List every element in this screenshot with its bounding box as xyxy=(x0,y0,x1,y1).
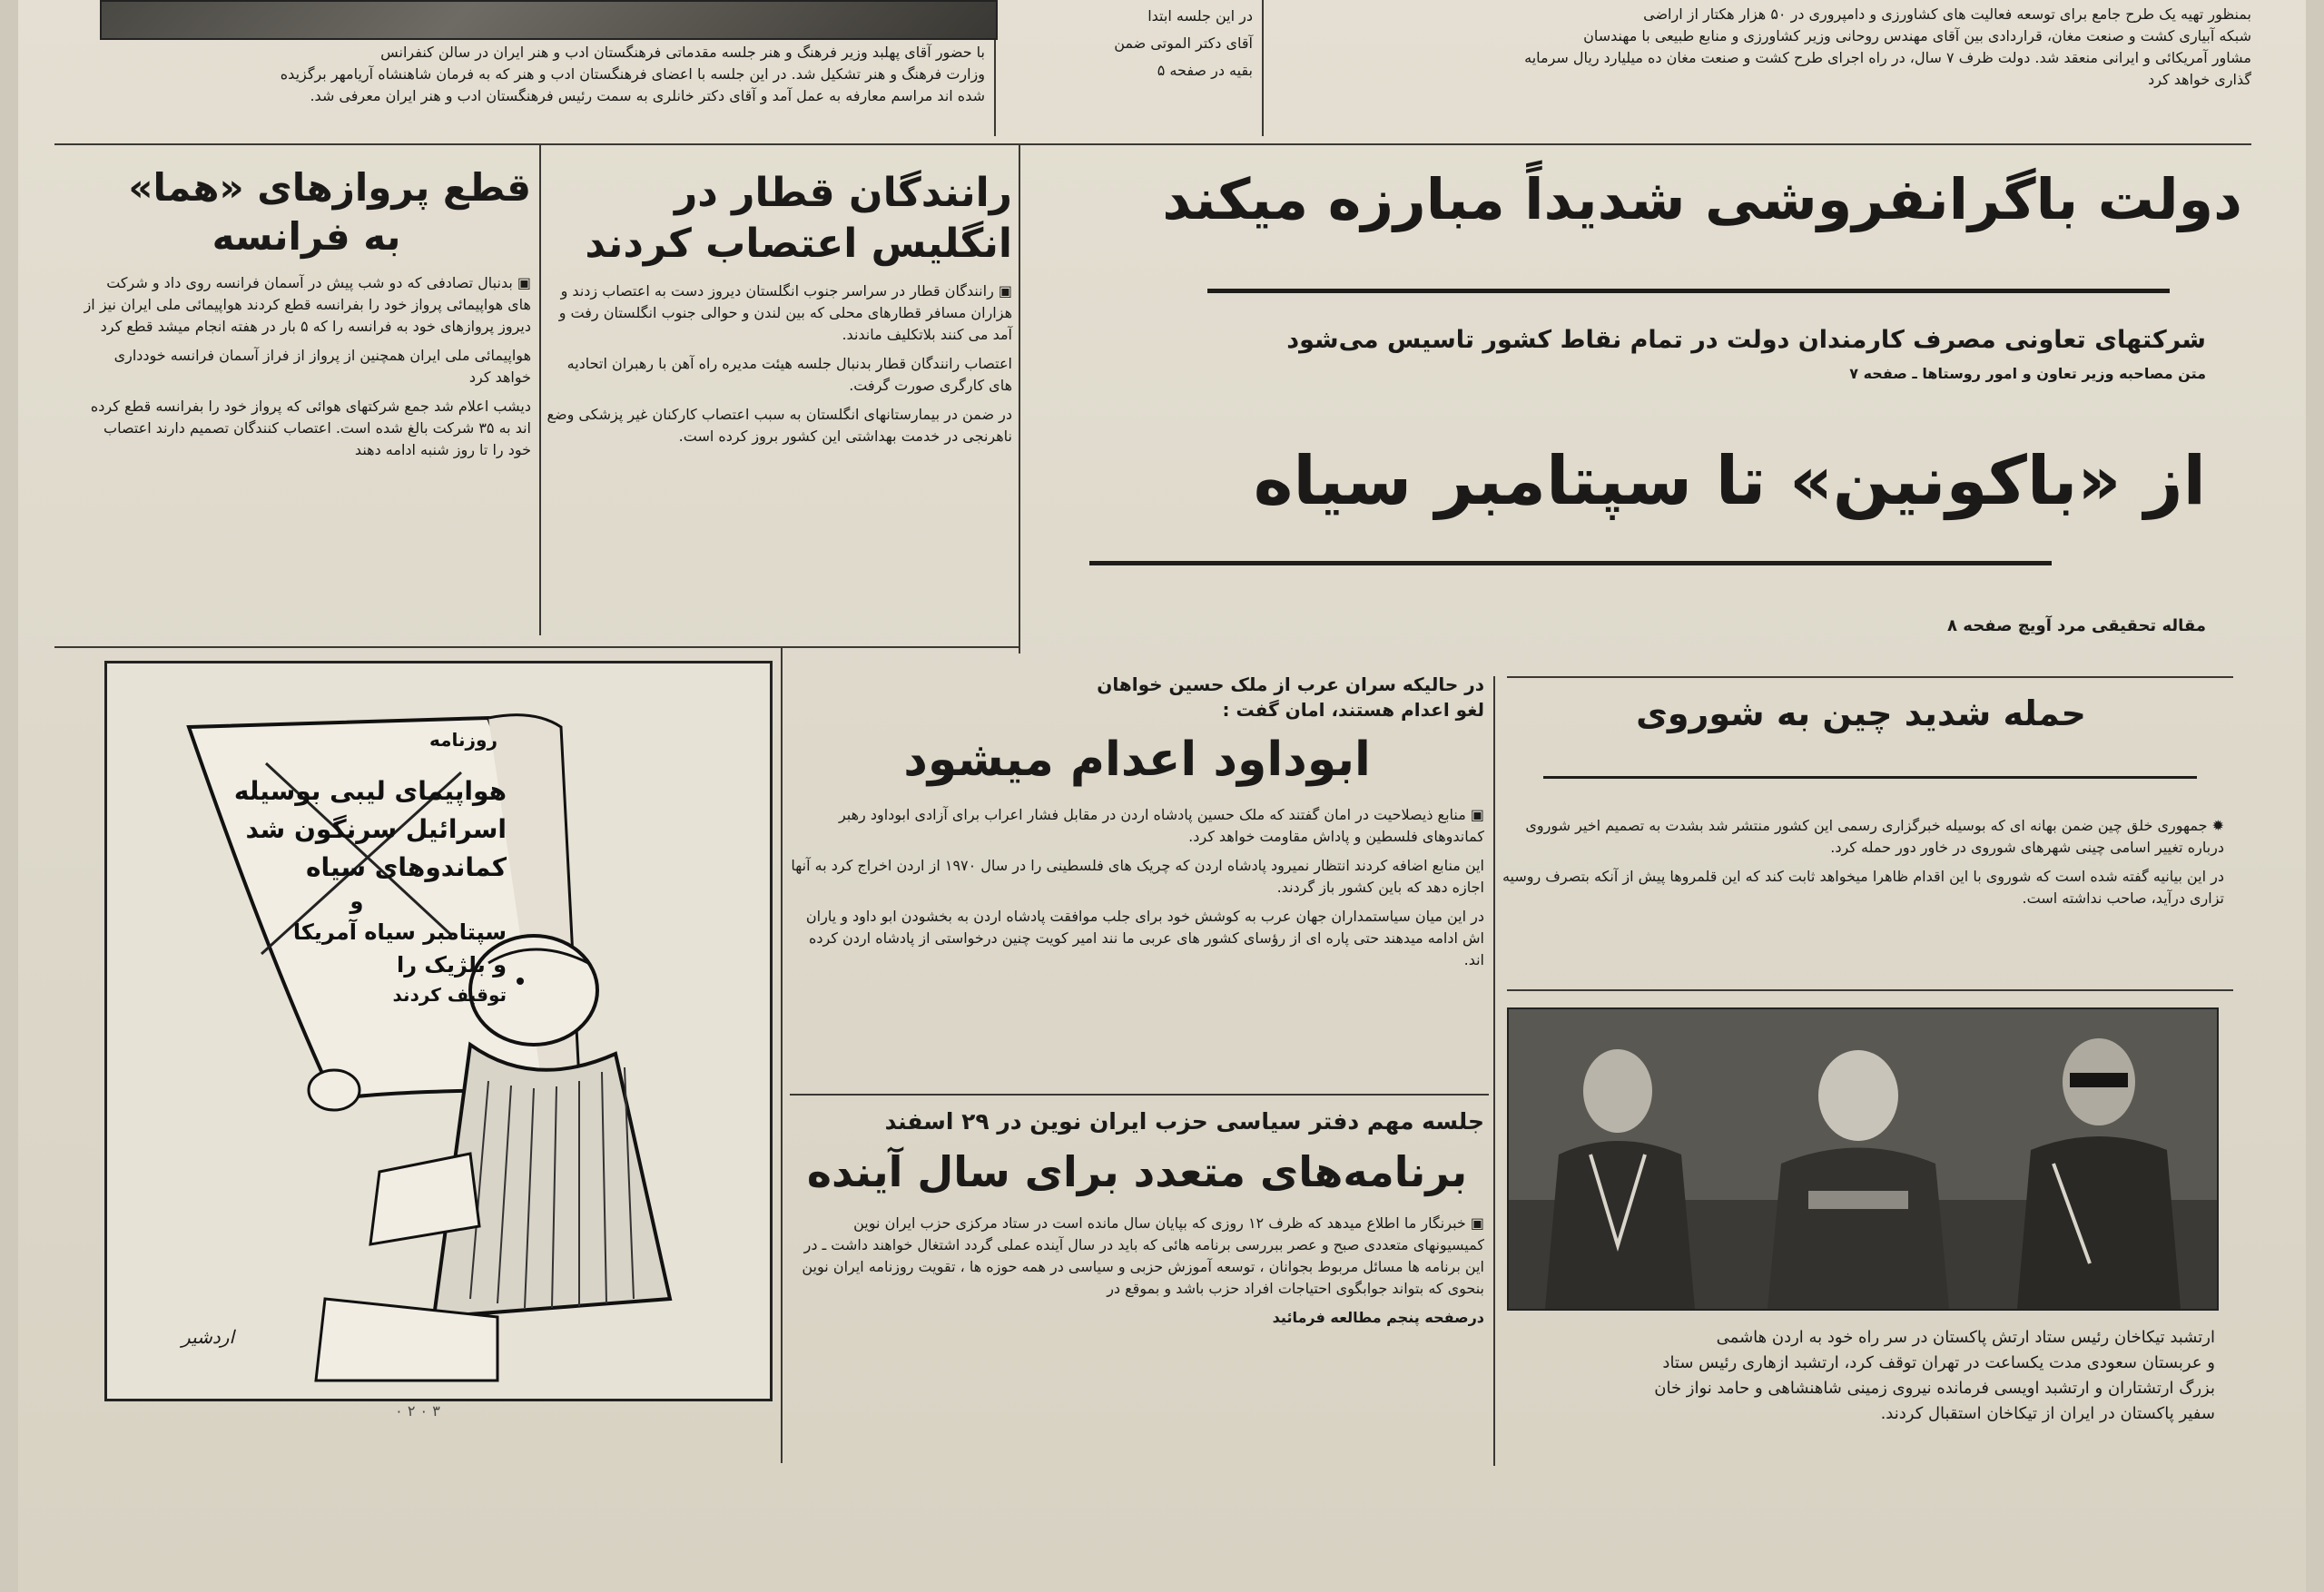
main-note: متن مصاحبه وزیر تعاون و امور روستاها ـ صفحه ۷ xyxy=(1849,365,2206,382)
homa-headline: قطع پروازهای «هما» xyxy=(128,165,531,210)
top-left-story xyxy=(86,42,985,107)
homa-story xyxy=(82,163,531,468)
top-right-story xyxy=(1271,4,2251,91)
cartoon-signature: اردشیر xyxy=(182,1326,234,1348)
cartoon-sign-line: کماندوهای سیاه xyxy=(305,852,507,882)
abu-daoud-paragraph: در این میان سیاستمداران جهان عرب به کوشش خود برای جلب موافقت پادشاه اردن به بخشودن ابو داود و یاران اش ادامه میدهند حتی پاره ای از رؤسای کشور های عربی ما نند امیر کویت چنین درخواستی از پادشاه اردن کرده اند. xyxy=(805,908,1484,968)
top-middle-line: بقیه در صفحه ۵ xyxy=(1157,62,1253,79)
top-middle-line: آقای دکتر الموتی ضمن xyxy=(1114,34,1253,52)
china-body xyxy=(1498,815,2224,917)
iran-novin-headline: برنامه‌های متعدد برای سال آینده xyxy=(806,1147,1468,1196)
bakunin-story xyxy=(1026,436,2206,526)
cartoon-masthead: روزنامه xyxy=(429,729,497,751)
china-paragraph: ✹ جمهوری خلق چین ضمن بهانه ای که بوسیله خبرگزاری رسمی این کشور منتشر شد بشدت به تصمیم اخیر شوروی درباره تغییر اسامی چینی شهرهای شوروی در خاور دور حمله کرد. xyxy=(1525,817,2224,856)
top-photo-fragment xyxy=(100,0,998,40)
abu-daoud-paragraph: این منابع اضافه کردند انتظار نمیرود پادشاه اردن که چریک های فلسطینی را در سال ۱۹۷۰ از اردن اخراج کرد به آنها اجازه دهد که باین کشور باز گردند. xyxy=(791,857,1484,896)
column-divider xyxy=(1019,145,1020,654)
top-right-line: بمنظور تهیه یک طرح جامع برای توسعه فعالیت های کشاورزی و دامپروری در ۵۰ هزار هکتار از اراضی xyxy=(1643,5,2251,23)
china-paragraph: در این بیانیه گفته شده است که شوروی با این اقدام ظاهرا میخواهد ثابت کند که این قلمروها پیش از آنکه بتصرف روسیه تزاری درآید، صاحب نداشته است. xyxy=(1502,868,2224,907)
top-middle-story xyxy=(1008,5,1253,82)
cartoon-bottom-numbers: ۳ ۰ ۲ ۰ xyxy=(395,1402,440,1420)
generals-photo-art xyxy=(1509,1009,2217,1309)
caption-line: ارتشبد تیکاخان رئیس ستاد ارتش پاکستان در سر راه خود به اردن هاشمی xyxy=(1716,1328,2215,1347)
headline-rule xyxy=(1089,561,2052,565)
headline-rule xyxy=(1543,776,2197,779)
column-divider xyxy=(1262,0,1264,136)
cartoon-sign xyxy=(207,729,507,1008)
abu-daoud-paragraph: ▣ منابع ذیصلاحیت در امان گفتند که ملک حسین پادشاه اردن در مقابل فشار اعراب برای آزادی ابوداود رهبر کماندوهای فلسطین و پاداش مقاومت خواهد کرد. xyxy=(838,806,1484,845)
bakunin-note: مقاله تحقیقی مرد آویچ صفحه ۸ xyxy=(1947,616,2206,635)
main-headline: دولت باگرانفروشی شدیداً مبارزه میکند xyxy=(1162,166,2242,232)
section-divider xyxy=(790,1094,1489,1096)
china-story xyxy=(1498,690,2224,737)
main-subhead: شرکتهای تعاونی مصرف کارمندان دولت در تمام نقاط کشور تاسیس می‌شود xyxy=(1286,326,2206,354)
cartoon-sign-line: هواپیمای لیبی بوسیله xyxy=(233,776,507,806)
section-divider xyxy=(1507,989,2233,991)
abu-daoud-kicker: در حالیکه سران عرب از ملک حسین خواهان xyxy=(1097,673,1484,695)
bakunin-headline: از «باکونین» تا سپتامبر سیاه xyxy=(1253,442,2206,520)
cartoon-sign-line: و xyxy=(350,889,364,914)
section-divider xyxy=(54,646,1019,648)
train-paragraph: اعتصاب رانندگان قطار بدنبال جلسه هیئت مدیره راه آهن با رهبران اتحادیه های کارگری صورت گرفت. xyxy=(566,355,1012,394)
generals-photo xyxy=(1507,1007,2219,1311)
iran-novin-story xyxy=(790,1106,1484,1336)
top-middle-line: در این جلسه ابتدا xyxy=(1147,7,1253,25)
cartoon-sign-line: و بلژیک را xyxy=(397,952,507,978)
section-divider xyxy=(1507,676,2233,678)
iran-novin-paragraph: ▣ خبرنگار ما اطلاع میدهد که ظرف ۱۲ روزی که بپایان سال مانده است در ستاد مرکزی حزب ایران نوین کمیسیونهای متعددی صبح و عصر ببررسی برنامه هائی که باید در سال آینده عملی گردد اشتغال خواهند داشت ـ در این برنامه ها مسائل مربوط بجوانان ، توسعه آموزش حزبی و سیاسی در همه حوزه ها ، تقویت روزنامه ایران نوین بنحوی که بتواند جوابگوی احتیاجات افراد حزب باشد و بموقع در xyxy=(802,1214,1484,1297)
bakunin-note-wrap xyxy=(1026,614,2206,638)
china-headline: حمله شدید چین به شوروی xyxy=(1636,693,2086,733)
train-headline: رانندگان قطار در xyxy=(674,170,1012,216)
column-divider xyxy=(1493,676,1495,1466)
abu-daoud-story xyxy=(790,672,1484,978)
top-left-line: وزارت فرهنگ و هنر تشکیل شد. در این جلسه با اعضای فرهنگستان ادب و هنر که به فرمان شاهنشاه آریامهر برگزیده xyxy=(280,65,985,83)
column-divider xyxy=(539,145,541,635)
caption-line: و عربستان سعودی مدت یکساعت در تهران توقف کرد، ارتشبد ازهاری رئیس ستاد xyxy=(1662,1353,2215,1372)
cartoon-sign-line: سپتامبر سیاه آمریکا xyxy=(292,919,507,945)
caption-line: بزرگ ارتشتاران و ارتشبد اویسی فرمانده نیروی زمینی شاهنشاهی و حامد نواز خان xyxy=(1654,1379,2215,1398)
main-subhead-wrap xyxy=(1026,323,2206,392)
headline-rule xyxy=(1207,289,2170,293)
main-story xyxy=(1026,163,2242,236)
train-headline-2: انگلیس اعتصاب کردند xyxy=(585,221,1012,267)
column-divider xyxy=(781,646,783,1463)
homa-headline-2: به فرانسه xyxy=(212,214,401,259)
photo-caption xyxy=(1507,1325,2215,1427)
homa-paragraph: دیشب اعلام شد جمع شرکتهای هوائی که پرواز خود را بفرانسه قطع کرده اند به ۳۵ شرکت بالغ شده است. اعتصاب کنندگان تصمیم دارند اعتصاب خود را تا روز شنبه ادامه دهند xyxy=(90,398,531,458)
top-right-line: مشاور آمریکائی و ایرانی منعقد شد. دولت ظرف ۷ سال، در راه اجرای طرح کشت و صنعت مغان ده میلیارد ریال سرمایه xyxy=(1524,49,2251,66)
abu-daoud-headline: ابوداود اعدام میشود xyxy=(903,732,1371,787)
top-right-line: گذاری خواهد کرد xyxy=(2148,71,2251,88)
caption-line: سفیر پاکستان در ایران از تیکاخان استقبال کردند. xyxy=(1880,1404,2215,1423)
section-divider xyxy=(54,143,2251,145)
top-left-line: شده اند مراسم معارفه به عمل آمد و آقای دکتر خانلری به سمت رئیس فرهنگستان ادب و هنر ایران معرفی شد. xyxy=(310,87,985,104)
cartoon-sign-line: اسرائیل سرنگون شد xyxy=(245,814,507,844)
top-left-line: با حضور آقای پهلبد وزیر فرهنگ و هنر جلسه مقدماتی فرهنگستان ادب و هنر ایران در سالن کنفرانس xyxy=(380,44,985,61)
cartoon-sign-line: توقیف کردند xyxy=(392,984,507,1006)
homa-paragraph: هواپیمائی ملی ایران همچنین از پرواز از فراز آسمان فرانسه خودداری خواهد کرد xyxy=(113,347,531,386)
top-right-line: شبکه آبیاری کشت و صنعت مغان، قراردادی بین آقای مهندس روحانی وزیر کشاورزی و منابع طبیعی با مهندسان xyxy=(1583,27,2251,44)
political-cartoon xyxy=(104,661,773,1401)
homa-paragraph: ▣ بدنبال تصادفی که دو شب پیش در آسمان فرانسه روی داد و شرکت های هواپیمائی پرواز خود را بفرانسه قطع کردند هواپیمائی ملی ایران نیز از دیروز پروازهای خود به فرانسه را که ۵ بار در هفته انجام میشد قطع کرد xyxy=(84,274,531,335)
abu-daoud-kicker-2: لغو اعدام هستند، امان گفت : xyxy=(1222,699,1484,721)
iran-novin-kicker: جلسه مهم دفتر سیاسی حزب ایران نوین در ۲۹ اسفند xyxy=(884,1108,1484,1135)
train-story xyxy=(545,168,1012,455)
iran-novin-continued: درصفحه پنجم مطالعه فرمائید xyxy=(1272,1309,1484,1326)
train-paragraph: ▣ رانندگان قطار در سراسر جنوب انگلستان دیروز دست به اعتصاب زدند و هزاران مسافر قطارهای محلی که بین لندن و حوالی جنوب انگلستان رفت و آمد می کنند بلاتکلیف ماندند. xyxy=(558,282,1012,343)
train-paragraph: در ضمن در بیمارستانهای انگلستان به سبب اعتصاب کارکنان غیر پزشکی وضع ناهرنجی در خدمت بهداشتی این کشور بروز کرده است. xyxy=(547,406,1012,445)
